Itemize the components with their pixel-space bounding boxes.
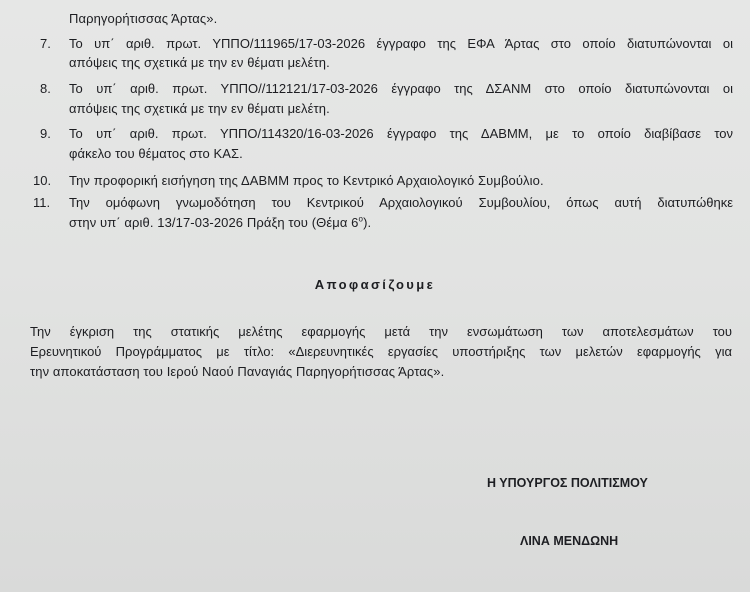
item-7-line-2: απόψεις της σχετικά με την εν θέματι μελέτη. [69, 55, 330, 70]
decision-line-1: Την έγκριση της στατικής μελέτης εφαρμογής μετά την ενσωμάτωση των αποτελεσμάτων του [30, 324, 732, 339]
item-8-line-1: Το υπ΄ αριθ. πρωτ. ΥΠΠΟ//112121/17-03-2026 έγγραφο της ΔΣΑΝΜ στο οποίο διατυπώνονται οι [69, 81, 733, 96]
item-11-line-2: στην υπ΄ αριθ. 13/17-03-2026 Πράξη του (Θέμα $6^o$). [69, 214, 372, 230]
decision-line-2: Ερευνητικού Προγράμματος με τίτλο: «Διερευνητικές εργασίες υποστήριξης των μελετών εφαρμογής για [30, 344, 732, 359]
item-10-line-1: Την προφορική εισήγηση της ΔΑΒΜΜ προς το Κεντρικό Αρχαιολογικό Συμβούλιο. [69, 173, 544, 188]
ordinal-superscript: ο [358, 214, 364, 224]
signature-name: ΛΙΝΑ ΜΕΝΔΩΝΗ [520, 534, 619, 548]
item-number-7: 7. [40, 36, 51, 51]
decision-heading: Αποφασίζουμε [314, 277, 436, 292]
item-7-line-1: Το υπ΄ αριθ. πρωτ. ΥΠΠΟ/111965/17-03-2026 έγγραφο της ΕΦΑ Άρτας στο οποίο διατυπώνονται οι [69, 36, 733, 51]
item-11-line-1: Την ομόφωνη γνωμοδότηση του Κεντρικού Αρχαιολογικού Συμβουλίου, όπως αυτή διατυπώθηκε [69, 195, 733, 210]
item-number-8: 8. [40, 81, 51, 96]
item-number-11: 11. [33, 195, 51, 210]
intro-tail: Παρηγορήτισσας Άρτας». [69, 11, 218, 26]
item-number-9: 9. [40, 126, 51, 141]
decision-line-3: την αποκατάσταση του Ιερού Ναού Παναγιάς Παρηγορήτισσας Άρτας». [30, 364, 445, 379]
item-number-10: 10. [33, 173, 52, 188]
item-9-line-1: Το υπ΄ αριθ. πρωτ. ΥΠΠΟ/114320/16-03-2026 έγγραφο της ΔΑΒΜΜ, με το οποίο διαβίβασε τον [69, 126, 733, 141]
item-9-line-2: φάκελο του θέματος στο ΚΑΣ. [69, 146, 243, 161]
signature-title: Η ΥΠΟΥΡΓΟΣ ΠΟΛΙΤΙΣΜΟΥ [487, 476, 648, 490]
item-8-line-2: απόψεις της σχετικά με την εν θέματι μελέτη. [69, 101, 330, 116]
